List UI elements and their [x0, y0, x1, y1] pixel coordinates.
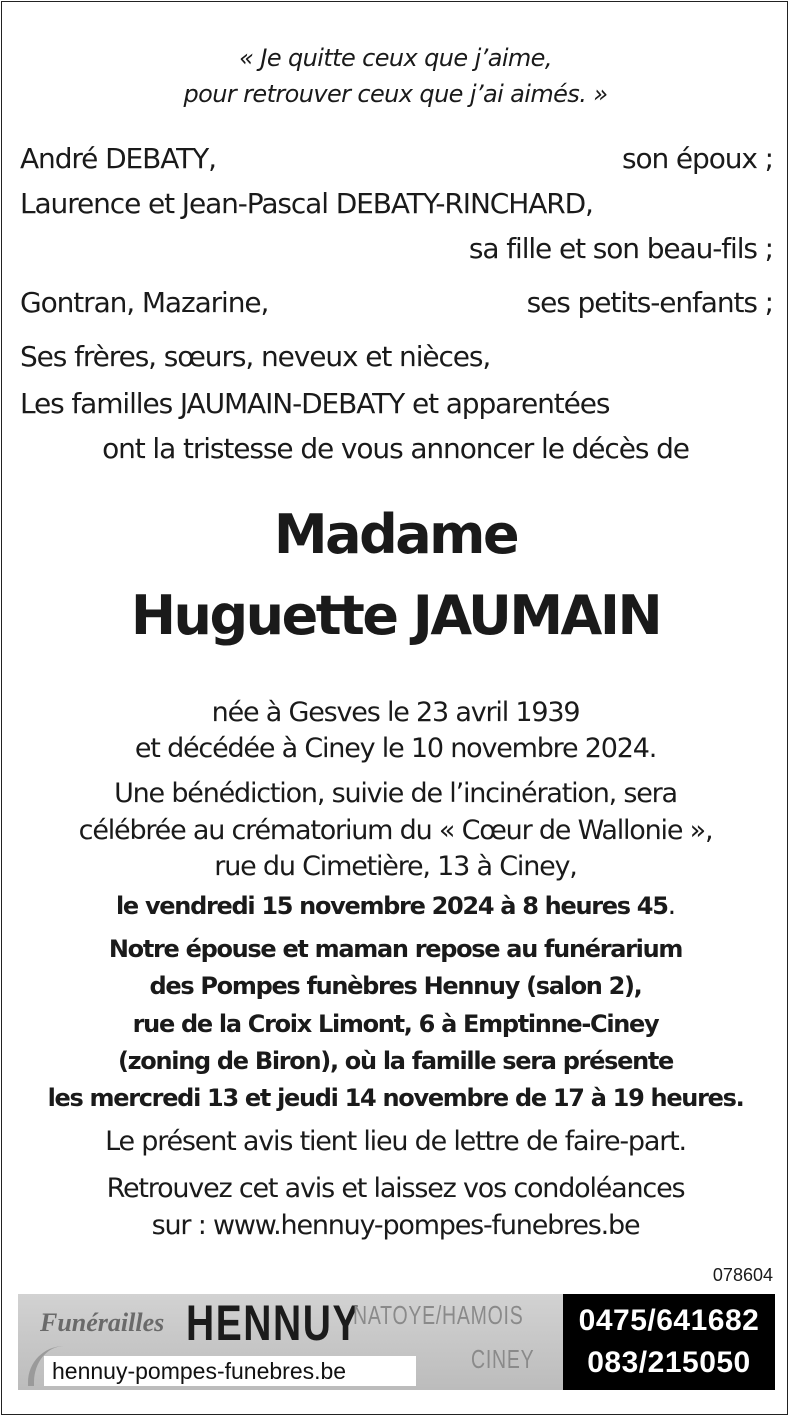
- deceased-title: Madame: [273, 503, 518, 566]
- born-line: née à Gesves le 23 avril 1939: [211, 697, 580, 728]
- daughter-role: sa fille et son beau-fils ;: [468, 232, 773, 265]
- banner-website: hennuy-pompes-funebres.be: [44, 1356, 416, 1386]
- phone-number-2: 083/215050: [587, 1346, 751, 1379]
- repose-line-3: rue de la Croix Limont, 6 à Emptinne-Ciney: [132, 1010, 659, 1038]
- ceremony-date-text: le vendredi 15 novembre 2024 à 8 heures 45: [116, 892, 668, 920]
- daughter-names: Laurence et Jean-Pascal DEBATY-RINCHARD,: [20, 187, 593, 220]
- repose-line-1: Notre épouse et maman repose au funérarium: [108, 935, 683, 963]
- repose-line-5: les mercredi 13 et jeudi 14 novembre de 17 à 19 heures.: [47, 1084, 744, 1112]
- deceased-name: Huguette JAUMAIN: [130, 584, 661, 647]
- grandchildren-names: Gontran, Mazarine,: [20, 286, 269, 319]
- quote-line-2: pour retrouver ceux que j’ai aimés. »: [183, 80, 608, 108]
- grandchildren-role: ses petits-enfants ;: [526, 286, 773, 319]
- ceremony-line-2: célébrée au crématorium du « Cœur de Wallonie »,: [78, 815, 713, 846]
- banner-funerailles: Funérailles: [40, 1308, 165, 1337]
- announce-line: ont la tristesse de vous annoncer le décès de: [102, 432, 689, 465]
- phone-number-1: 0475/641682: [578, 1304, 760, 1337]
- banner-town-1: NATOYE/HAMOIS: [353, 1300, 524, 1330]
- reference-number: 078604: [712, 1265, 773, 1285]
- ceremony-date: [0, 890, 791, 921]
- phone-box: [563, 1294, 775, 1390]
- died-line: et décédée à Ciney le 10 novembre 2024.: [134, 733, 657, 764]
- siblings-line: Ses frères, sœurs, neveux et nièces,: [20, 340, 491, 373]
- ceremony-line-1: Une bénédiction, suivie de l’incinération, sera: [114, 778, 677, 809]
- repose-line-4: (zoning de Biron), où la famille sera présente: [117, 1047, 674, 1075]
- husband-role: son époux ;: [621, 142, 773, 175]
- ceremony-line-3: rue du Cimetière, 13 à Ciney,: [214, 851, 577, 882]
- families-line: Les familles JAUMAIN-DEBATY et apparentées: [20, 387, 610, 420]
- quote-line-1: « Je quitte ceux que j’aime,: [239, 44, 552, 72]
- banner-town-2: CINEY: [471, 1344, 535, 1374]
- ceremony-date-period: .: [667, 890, 675, 921]
- banner-brand-logo: HENNUY: [186, 1295, 361, 1351]
- online-line-2: sur : www.hennuy-pompes-funebres.be: [151, 1210, 640, 1241]
- online-line-1: Retrouvez cet avis et laissez vos condoléances: [106, 1173, 685, 1204]
- repose-line-2: des Pompes funèbres Hennuy (salon 2),: [149, 972, 642, 1000]
- notice-line: Le présent avis tient lieu de lettre de faire-part.: [105, 1126, 686, 1157]
- funeral-home-banner: [18, 1294, 775, 1390]
- husband-name: André DEBATY,: [20, 142, 216, 175]
